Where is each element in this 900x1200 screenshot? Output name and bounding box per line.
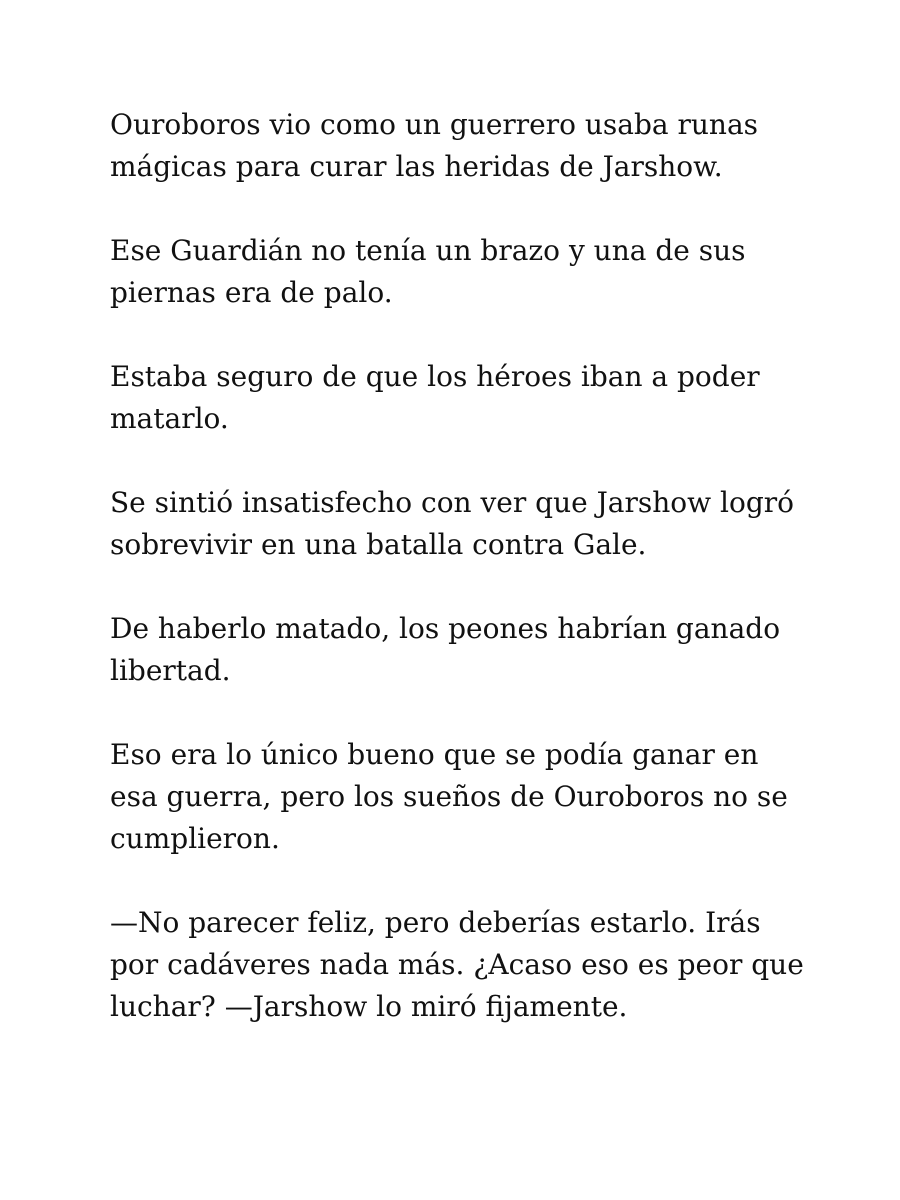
paragraph-4: Se sintió insatisfecho con ver que Jarshow logró sobrevivir en una batalla contra Gale. [110,486,794,561]
paragraph-1: Ouroboros vio como un guerrero usaba runas mágicas para curar las heridas de Jarshow. [110,108,759,183]
paragraph-7: —No parecer feliz, pero deberías estarlo. Irás por cadáveres nada más. ¿Acaso eso es peor que luchar? —Jarshow lo miró fijamente. [110,906,804,1023]
text-body [110,104,810,1070]
paragraph-5: De haberlo matado, los peones habrían ganado libertad. [110,612,781,687]
paragraph-2: Ese Guardián no tenía un brazo y una de sus piernas era de palo. [110,234,746,309]
paragraph-3: Estaba seguro de que los héroes iban a poder matarlo. [110,360,760,435]
paragraph-6: Eso era lo único bueno que se podía ganar en esa guerra, pero los sueños de Ouroboros no se cumplieron. [110,738,788,855]
